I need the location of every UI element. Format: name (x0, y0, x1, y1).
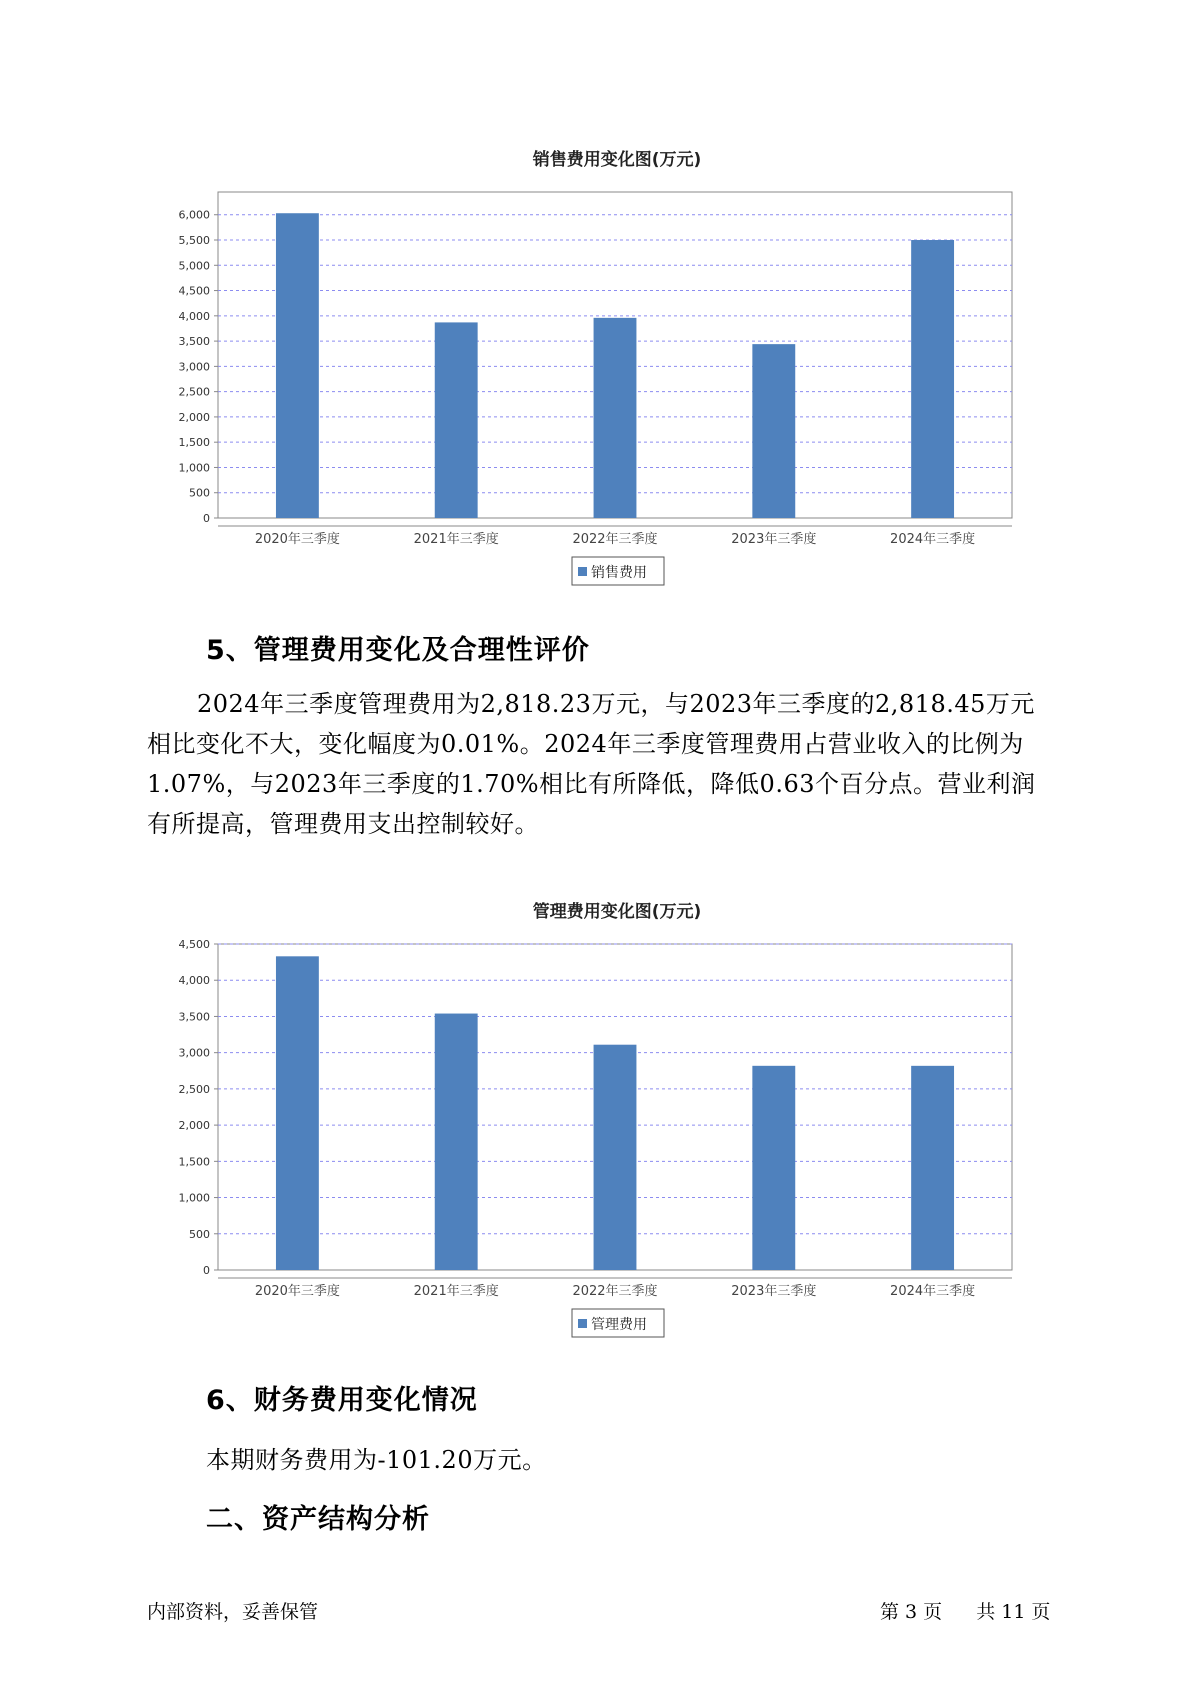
x-category-label: 2023年三季度 (731, 1284, 817, 1299)
sales-expense-chart-svg (0, 140, 1191, 600)
footer-confidential-note: 内部资料，妥善保管 (147, 1601, 319, 1623)
section-6-heading: 6、财务费用变化情况 (206, 1385, 478, 1416)
y-tick-label: 500 (189, 486, 210, 500)
legend-swatch (578, 567, 587, 576)
y-tick-label: 3,500 (178, 1010, 210, 1024)
y-tick-label: 5,500 (178, 234, 210, 248)
footer-total-pages: 11 (1001, 1601, 1026, 1623)
y-tick-label: 4,000 (178, 974, 210, 988)
bar (594, 1045, 637, 1270)
y-tick-label: 2,500 (178, 1082, 210, 1096)
legend-swatch (578, 1319, 587, 1328)
y-tick-label: 2,500 (178, 385, 210, 399)
bar (752, 344, 795, 518)
bar (435, 322, 478, 518)
admin-expense-chart (0, 892, 1191, 1352)
y-tick-label: 4,000 (178, 309, 210, 323)
y-tick-label: 500 (189, 1227, 210, 1241)
y-tick-label: 2,000 (178, 410, 210, 424)
footer-page-info (880, 1597, 1056, 1624)
footer-page-suffix: 页 (923, 1601, 943, 1623)
y-tick-label: 0 (203, 512, 210, 525)
bar (911, 240, 954, 518)
y-tick-label: 5,000 (178, 259, 210, 273)
x-category-label: 2024年三季度 (890, 1284, 976, 1299)
footer-page-number: 3 (905, 1601, 918, 1623)
y-tick-label: 4,500 (178, 938, 210, 951)
y-tick-label: 2,000 (178, 1119, 210, 1133)
bar (594, 318, 637, 518)
section-two-heading: 二、资产结构分析 (206, 1504, 430, 1535)
footer-page-prefix: 第 (880, 1601, 900, 1623)
x-category-label: 2023年三季度 (731, 532, 817, 547)
footer-total-prefix: 共 (976, 1601, 996, 1623)
x-category-label: 2021年三季度 (413, 1284, 499, 1299)
legend-label: 管理费用 (591, 1317, 647, 1333)
section-5-heading: 5、管理费用变化及合理性评价 (206, 635, 590, 666)
x-category-label: 2021年三季度 (413, 532, 499, 547)
admin-expense-chart-svg (0, 892, 1191, 1352)
y-tick-label: 1,000 (178, 1191, 210, 1205)
y-tick-label: 3,500 (178, 335, 210, 349)
y-tick-label: 3,000 (178, 1046, 210, 1060)
x-category-label: 2022年三季度 (572, 1284, 658, 1299)
y-tick-label: 6,000 (178, 208, 210, 222)
y-tick-label: 0 (203, 1264, 210, 1277)
y-tick-label: 1,500 (178, 436, 210, 450)
y-tick-label: 1,000 (178, 461, 210, 475)
x-category-label: 2024年三季度 (890, 532, 976, 547)
y-tick-label: 4,500 (178, 284, 210, 298)
legend-label: 销售费用 (591, 565, 647, 581)
bar (752, 1066, 795, 1270)
bar (911, 1066, 954, 1270)
bar (435, 1014, 478, 1270)
x-category-label: 2020年三季度 (254, 532, 340, 547)
sales-expense-chart (0, 140, 1191, 600)
chart-title: 管理费用变化图(万元) (532, 902, 702, 922)
x-category-label: 2020年三季度 (254, 1284, 340, 1299)
x-category-label: 2022年三季度 (572, 532, 658, 547)
bar (276, 213, 319, 518)
bar (276, 956, 319, 1270)
section-6-paragraph: 本期财务费用为-101.20万元。 (206, 1446, 547, 1474)
y-tick-label: 1,500 (178, 1155, 210, 1169)
section-5-paragraph: 2024年三季度管理费用为2,818.23万元，与2023年三季度的2,818.45万元相比变化不大，变化幅度为0.01%。2024年三季度管理费用占营业收入的比例为1.07%，与2023年三季度的1.70%相比有所降低，降低0.63个百分点。营业利润有所提高，管理费用支出控制较好。 (147, 690, 1036, 838)
footer-total-suffix: 页 (1031, 1601, 1051, 1623)
y-tick-label: 3,000 (178, 360, 210, 374)
chart-title: 销售费用变化图(万元) (532, 150, 702, 170)
